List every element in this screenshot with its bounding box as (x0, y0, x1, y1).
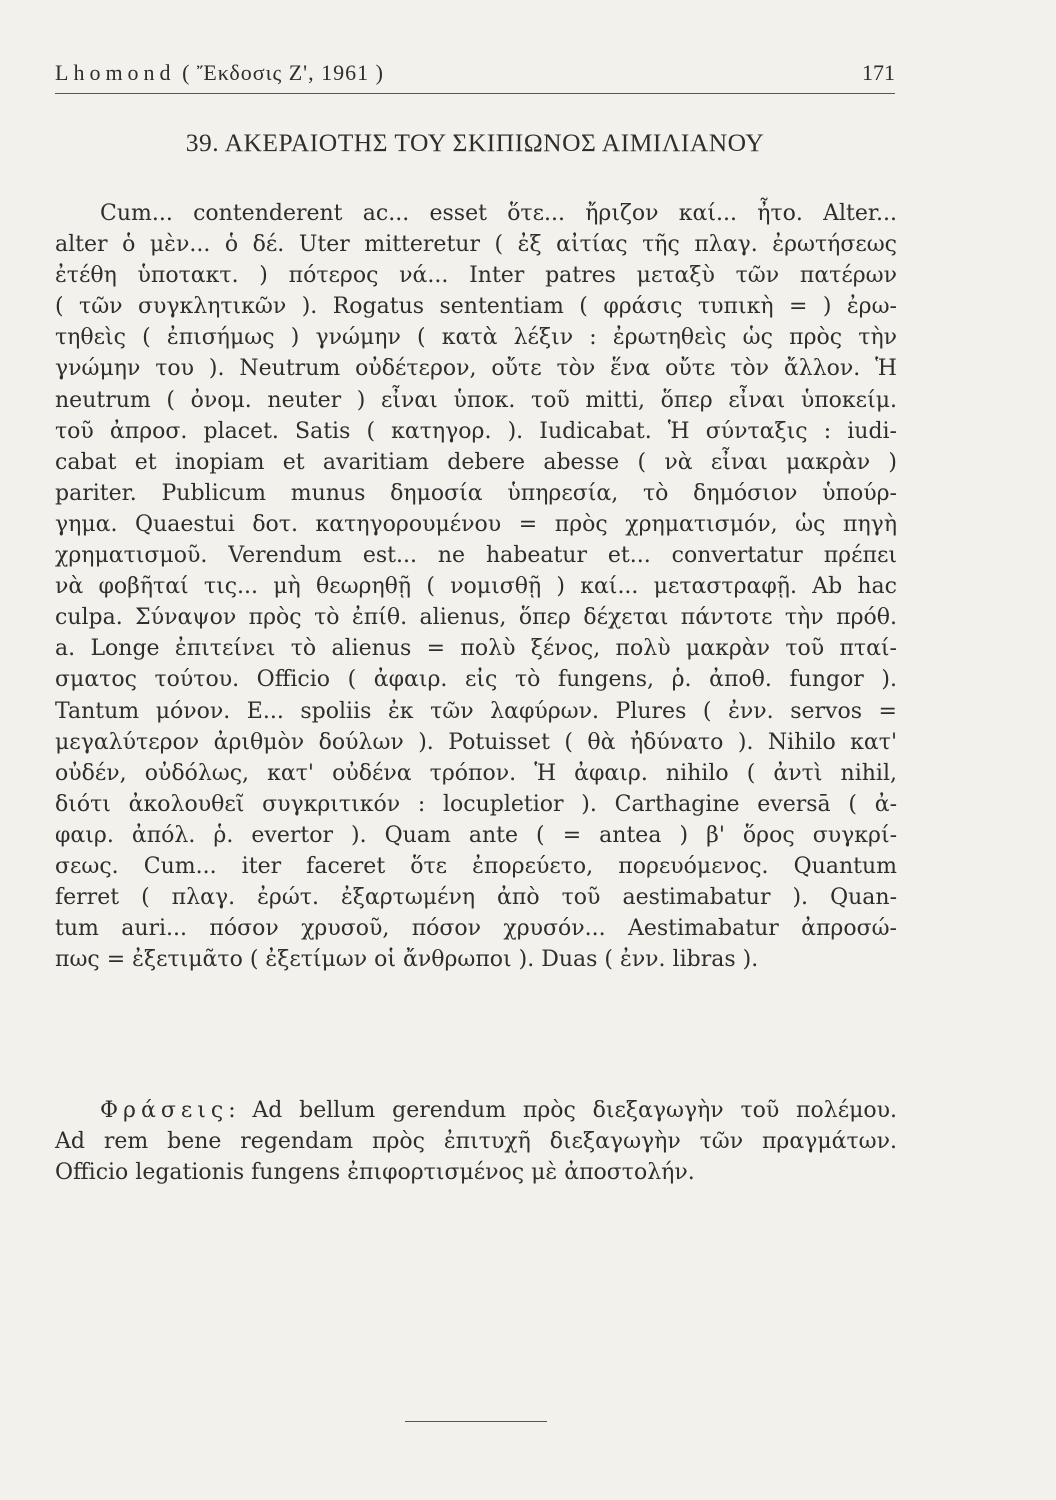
phrases-line: Officio legationis fungens ἐπιφορτισμένος μὲ ἀποστολήν. (55, 1160, 695, 1186)
phrases-paragraph (55, 1095, 897, 1188)
text-line: γημα. Quaestui δοτ. κατηγορουμένου = πρὸς χρηματισμόν, ὡς πηγὴ (55, 511, 897, 537)
header-rule (55, 93, 895, 94)
text-line: γνώμην του ). Neutrum οὐδέτερον, οὔτε τὸν ἕνα οὔτε τὸν ἄλλον. Ἡ (55, 356, 897, 382)
text-line: neutrum ( ὀνομ. neuter ) εἶναι ὑποκ. τοῦ mitti, ὅπερ εἶναι ὑποκείμ. (55, 387, 897, 413)
text-line: Tantum μόνον. E... spoliis ἐκ τῶν λαφύρων. Plures ( ἐνν. servos = (55, 698, 897, 724)
text-line: χρηματισμοῦ. Verendum est... ne habeatur et... convertatur πρέπει (55, 543, 897, 569)
text-line: cabat et inopiam et avaritiam debere abesse ( νὰ εἶναι μακρὰν ) (55, 449, 897, 475)
text-line: culpa. Σύναψον πρὸς τὸ ἐπίθ. alienus, ὅπερ δέχεται πάντοτε τὴν πρόθ. (55, 605, 897, 631)
text-line: τηθεὶς ( ἐπισήμως ) γνώμην ( κατὰ λέξιν : ἐρωτηθεὶς ὡς πρὸς τὴν (55, 325, 897, 351)
text-line: ferret ( πλαγ. ἐρώτ. ἐξαρτωμένη ἀπὸ τοῦ aestimabatur ). Quan- (55, 885, 897, 911)
text-line: φαιρ. ἀπόλ. ῥ. evertor ). Quam ante ( = antea ) β' ὅρος συγκρί- (55, 822, 897, 848)
text-line: ( τῶν συγκλητικῶν ). Rogatus sententiam ( φράσις τυπικὴ = ) ἐρω- (55, 294, 897, 320)
text-line: pariter. Publicum munus δημοσία ὑπηρεσία, τὸ δημόσιον ὑπούρ- (55, 480, 897, 506)
section-title: 39. ΑΚΕΡΑΙΟΤΗΣ ΤΟΥ ΣΚΙΠΙΩΝΟΣ ΑΙΜΙΛΙΑΝΟΥ (185, 128, 765, 157)
phrases-line: Ad rem bene regendam πρὸς ἐπιτυχῆ διεξαγωγὴν τῶν πραγμάτων. (55, 1129, 897, 1155)
phrases-text: : Ad bellum gerendum πρὸς διεξαγωγὴν τοῦ πολέμου. (228, 1098, 897, 1123)
text-line: σεως. Cum... iter faceret ὅτε ἐπορεύετο, πορευόμενος. Quantum (55, 853, 897, 879)
text-line: ἐτέθη ὑποτακτ. ) πότερος νά... Inter patres μεταξὺ τῶν πατέρων (55, 263, 897, 289)
text-line: a. Longe ἐπιτείνει τὸ alienus = πολὺ ξένος, πολὺ μακρὰν τοῦ πταί- (55, 636, 897, 662)
text-line: Cum... contenderent ac... esset ὅτε... ἤριζον καί... ἦτο. Alter... (100, 201, 897, 226)
end-rule (405, 1421, 547, 1422)
author-name: Lhomond (55, 60, 176, 85)
text-line: νὰ φοβῆταί τις... μὴ θεωρηθῇ ( νομισθῇ ) καί... μεταστραφῇ. Ab hac (55, 574, 897, 600)
notes-paragraph (55, 198, 897, 975)
text-line: alter ὁ μὲν... ὁ δέ. Uter mitteretur ( ἐξ αἰτίας τῆς πλαγ. ἐρωτήσεως (55, 232, 897, 258)
running-head-left (55, 60, 384, 86)
text-line: τοῦ ἀπροσ. placet. Satis ( κατηγορ. ). Iudicabat. Ἡ σύνταξις : iudi- (55, 418, 897, 444)
phrases-label: Φράσεις (100, 1098, 229, 1123)
page-number: 171 (862, 60, 895, 85)
running-head (55, 60, 895, 88)
text-line: οὐδέν, οὐδόλως, κατ' οὐδένα τρόπον. Ἡ ἀφαιρ. nihilo ( ἀντὶ nihil, (55, 760, 897, 786)
phrases-line (55, 1095, 897, 1126)
edition-info: ( Ἔκδοσις Ζ', 1961 ) (182, 60, 384, 85)
text-line: διότι ἀκολουθεῖ συγκριτικόν : locupletior ). Carthagine eversā ( ἀ- (55, 791, 897, 817)
text-line: μεγαλύτερον ἀριθμὸν δούλων ). Potuisset ( θὰ ἠδύνατο ). Nihilo κατ' (55, 729, 897, 755)
text-line: πως = ἐξετιμᾶτο ( ἐξετίμων οἱ ἄνθρωποι ). Duas ( ἐνν. libras ). (55, 947, 759, 973)
text-line: σματος τούτου. Officio ( ἀφαιρ. εἰς τὸ fungens, ῥ. ἀποθ. fungor ). (55, 667, 897, 693)
text-line: tum auri... πόσον χρυσοῦ, πόσον χρυσόν... Aestimabatur ἀπροσώ- (55, 916, 897, 942)
